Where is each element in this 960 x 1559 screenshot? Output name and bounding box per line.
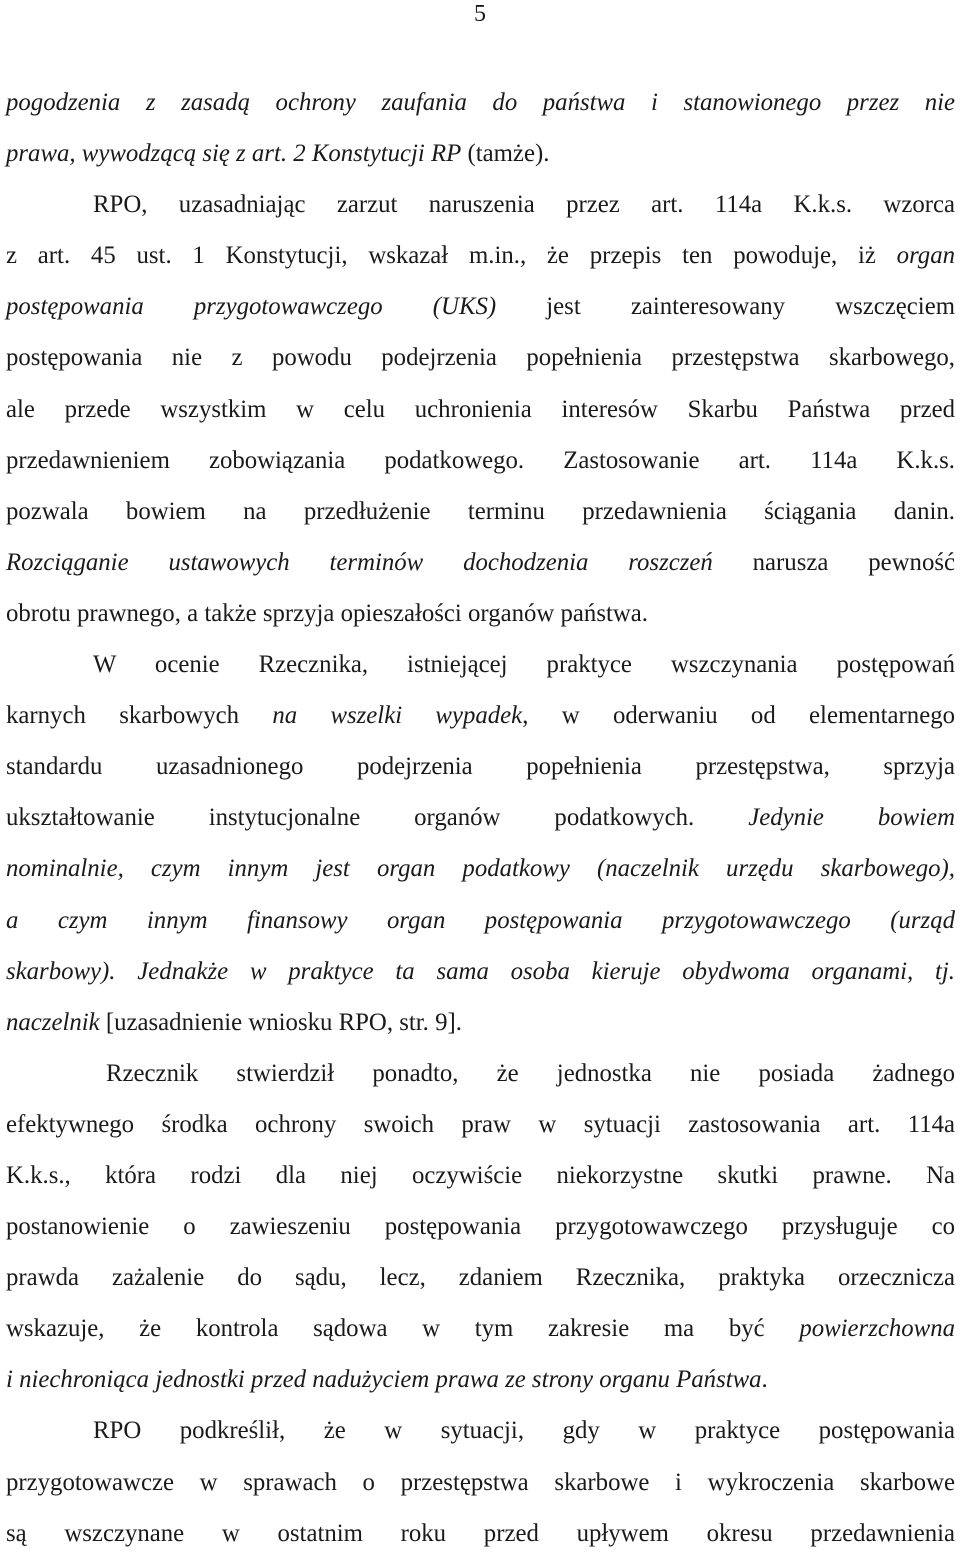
text-line: [6, 179, 955, 230]
page-number: 5: [474, 1, 486, 27]
text-line: [6, 486, 955, 537]
text-run: wskazuje, że kontrola sądowa w tym zakresie ma być: [6, 1315, 800, 1343]
text-line: [6, 946, 955, 997]
italic-text: powierzchowna: [799, 1315, 955, 1343]
document-body: [6, 77, 955, 1559]
text-run: , w oderwaniu od elementarnego: [522, 702, 955, 730]
text-line: [6, 230, 955, 281]
text-run: [uzasadnienie wniosku RPO, str. 9].: [99, 1008, 462, 1036]
text-run: narusza pewność: [712, 548, 956, 576]
text-run: pozwala bowiem na przedłużenie terminu przedawnienia ściągania danin.: [6, 497, 955, 525]
text-line: [6, 128, 955, 179]
italic-text: pogodzenia z zasadą ochrony zaufania do państwa i stanowionego przez nie: [6, 89, 955, 116]
italic-text: organ: [896, 242, 955, 270]
text-line: [6, 77, 955, 128]
text-line: [6, 792, 955, 843]
text-run: z art. 45 ust. 1 Konstytucji, wskazał m.in., że przepis ten powoduje, iż: [6, 242, 897, 270]
text-run: standardu uzasadnionego podejrzenia popełnienia przestępstwa, sprzyja: [6, 753, 955, 781]
text-run: Rzecznik stwierdził ponadto, że jednostka nie posiada żadnego: [106, 1059, 955, 1087]
text-line: [6, 1252, 955, 1303]
text-run: przedawnieniem zobowiązania podatkowego. Zastosowanie art. 114a K.k.s.: [6, 446, 955, 474]
text-line: [6, 741, 955, 792]
text-run: są wszczynane w ostatnim roku przed upływem okresu przedawnienia: [6, 1519, 955, 1547]
italic-text: naczelnik: [6, 1008, 100, 1036]
text-run: ukształtowanie instytucjonalne organów podatkowych.: [6, 804, 749, 832]
text-line: [6, 843, 955, 894]
italic-text: i niechroniąca jednostki przed nadużyciem prawa ze strony organu Państwa: [6, 1366, 762, 1394]
italic-text: skarbowy). Jednakże w praktyce ta sama osoba kieruje obydwoma organami, tj.: [6, 957, 955, 985]
text-run: RPO podkreślił, że w sytuacji, gdy w praktyce postępowania: [93, 1417, 955, 1445]
text-line: [6, 690, 955, 741]
italic-text: Rozciąganie ustawowych terminów dochodzenia roszczeń: [6, 548, 713, 576]
text-run: karnych skarbowych: [6, 702, 273, 730]
italic-text: postępowania przygotowawczego (UKS): [6, 293, 497, 321]
text-line: [6, 1354, 955, 1405]
text-run: jest zainteresowany wszczęciem: [496, 293, 955, 321]
italic-text: nominalnie, czym innym jest organ podatkowy (naczelnik urzędu skarbowego),: [6, 855, 955, 883]
text-line: [6, 435, 955, 486]
text-run: postępowania nie z powodu podejrzenia popełnienia przestępstwa skarbowego,: [6, 344, 955, 372]
text-run: RPO, uzasadniając zarzut naruszenia przez art. 114a K.k.s. wzorca: [93, 191, 955, 219]
text-line: [6, 1099, 955, 1150]
text-run: prawda zażalenie do sądu, lecz, zdaniem Rzecznika, praktyka orzecznicza: [6, 1264, 955, 1292]
text-run: K.k.s., która rodzi dla niej oczywiście niekorzystne skutki prawne. Na: [6, 1161, 955, 1189]
text-line: [6, 639, 955, 690]
text-line: [6, 1405, 955, 1456]
text-run: obrotu prawnego, a także sprzyja opieszałości organów państwa.: [6, 599, 648, 627]
text-line: [6, 281, 955, 332]
text-line: [6, 1150, 955, 1201]
text-run: ale przede wszystkim w celu uchronienia interesów Skarbu Państwa przed: [6, 395, 955, 423]
text-line: [6, 537, 955, 588]
text-line: [6, 1457, 955, 1508]
text-run: postanowienie o zawieszeniu postępowania przygotowawczego przysługuje co: [6, 1213, 955, 1241]
text-line: [6, 997, 955, 1048]
text-line: [6, 1201, 955, 1252]
text-line: [6, 895, 955, 946]
text-run: (tamże).: [461, 140, 550, 168]
text-run: przygotowawcze w sprawach o przestępstwa skarbowe i wykroczenia skarbowe: [6, 1468, 955, 1496]
text-run: efektywnego środka ochrony swoich praw w sytuacji zastosowania art. 114a: [6, 1110, 955, 1138]
text-run: W ocenie Rzecznika, istniejącej praktyce wszczynania postępowań: [93, 651, 955, 679]
text-run: .: [761, 1366, 768, 1394]
text-line: [6, 588, 955, 639]
text-line: [6, 1048, 955, 1099]
text-line: [6, 1508, 955, 1559]
italic-text: na wszelki wypadek: [272, 702, 523, 730]
text-line: [6, 332, 955, 383]
italic-text: prawa, wywodzącą się z art. 2 Konstytucji RP: [6, 140, 462, 168]
text-line: [6, 1303, 955, 1354]
text-line: [6, 384, 955, 435]
italic-text: a czym innym finansowy organ postępowania przygotowawczego (urząd: [6, 906, 955, 934]
italic-text: Jedynie bowiem: [748, 804, 955, 832]
